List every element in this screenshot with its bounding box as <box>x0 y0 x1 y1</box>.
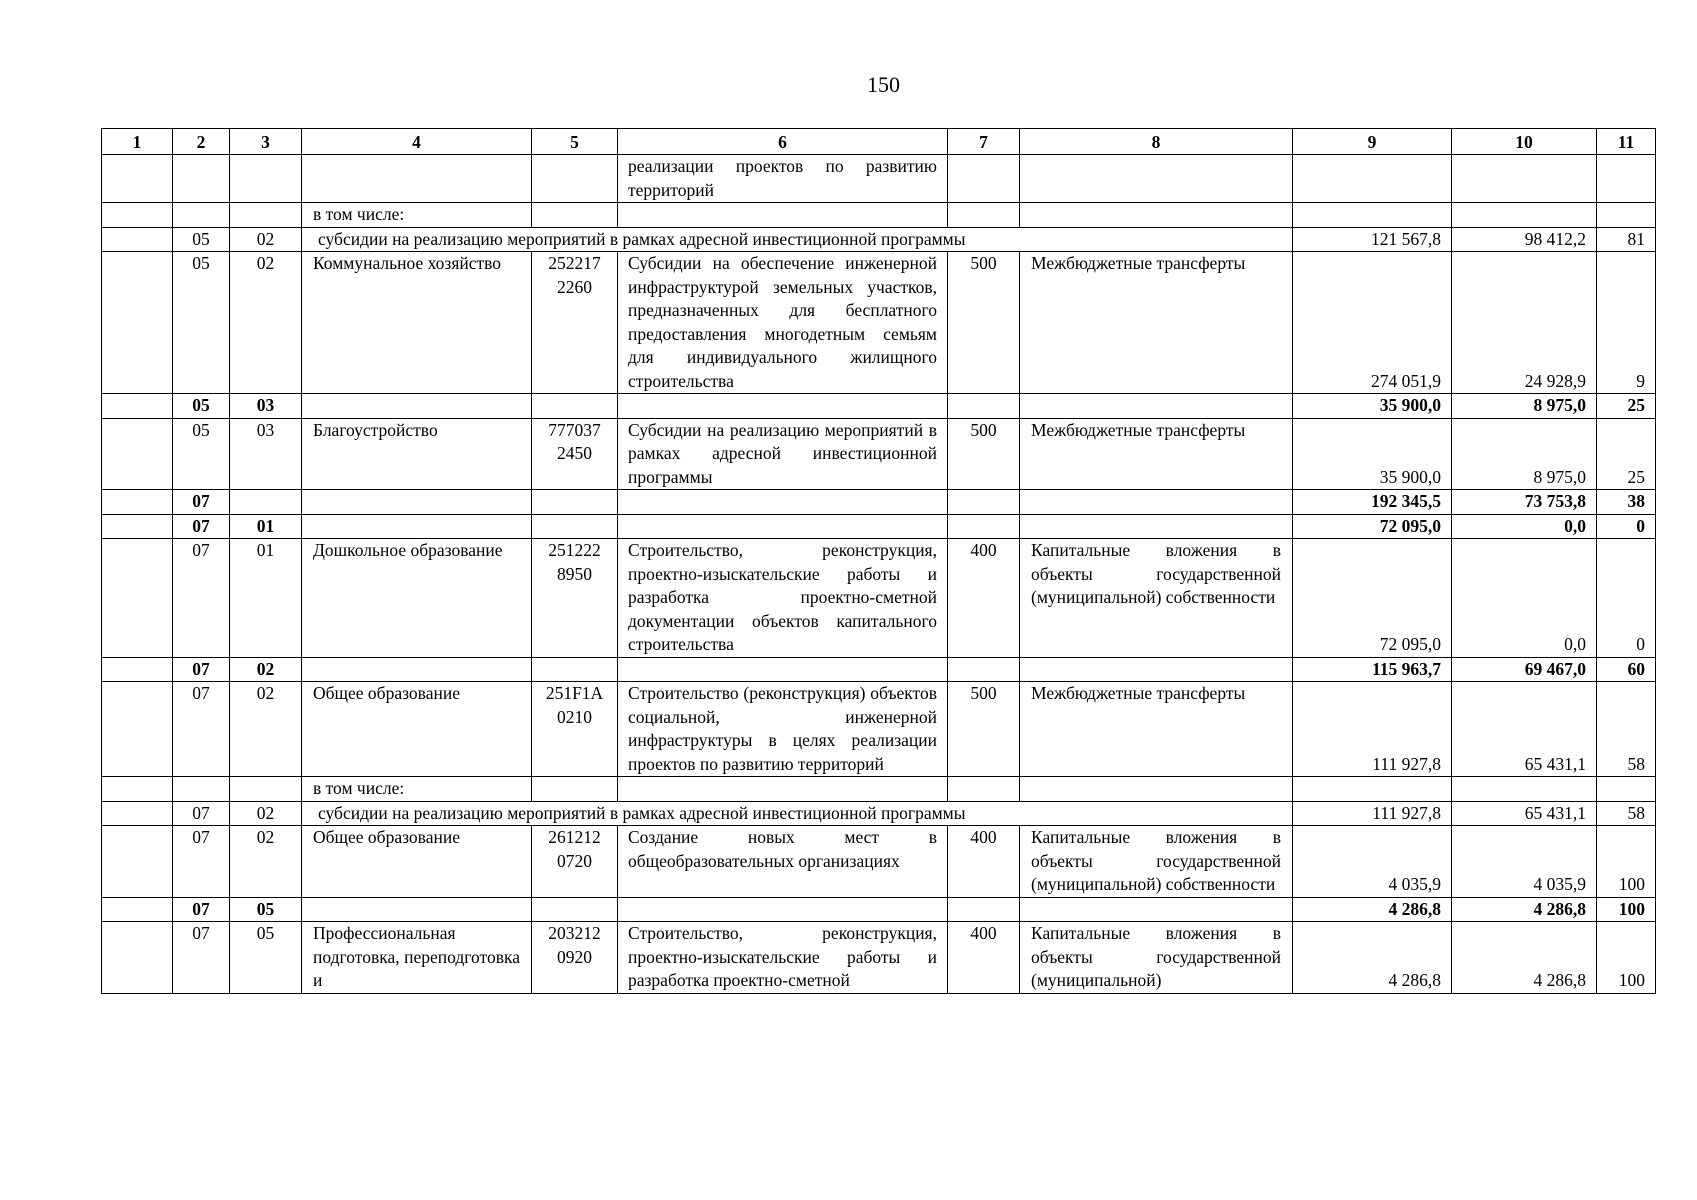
cell <box>102 490 173 515</box>
percent-cell: 25 <box>1597 418 1656 490</box>
percent-cell: 58 <box>1597 801 1656 826</box>
cell <box>1020 897 1293 922</box>
amount-planned: 35 900,0 <box>1293 418 1452 490</box>
cell <box>948 394 1020 419</box>
percent-cell: 58 <box>1597 682 1656 777</box>
amount-planned: 4 286,8 <box>1293 922 1452 994</box>
subheading-cell: в том числе: <box>302 777 532 802</box>
expense-type-name: Капитальные вложения в объекты государственной (муниципальной) собственности <box>1020 826 1293 898</box>
expense-type-name: Капитальные вложения в объекты государственной (муниципальной) <box>1020 922 1293 994</box>
cell <box>102 203 173 228</box>
expense-type-code: 500 <box>948 682 1020 777</box>
target-code: 777037 2450 <box>532 418 618 490</box>
cell <box>102 227 173 252</box>
col-header-1: 1 <box>102 129 173 155</box>
expense-type-name: Межбюджетные трансферты <box>1020 418 1293 490</box>
col-header-9: 9 <box>1293 129 1452 155</box>
span-description: субсидии на реализацию мероприятий в рамках адресной инвестиционной программы <box>302 227 1293 252</box>
table-row <box>102 514 1656 539</box>
cell <box>532 394 618 419</box>
cell <box>302 490 532 515</box>
cell <box>173 777 230 802</box>
cell <box>618 777 948 802</box>
expense-type-code: 400 <box>948 826 1020 898</box>
amount-actual: 69 467,0 <box>1452 657 1597 682</box>
subsection-code: 03 <box>230 418 302 490</box>
table-body <box>102 155 1656 994</box>
section-code: 05 <box>173 394 230 419</box>
section-code: 07 <box>173 897 230 922</box>
target-code: 252217 2260 <box>532 252 618 394</box>
cell <box>948 155 1020 203</box>
budget-table <box>101 128 1656 994</box>
cell <box>1293 203 1452 228</box>
percent-cell: 100 <box>1597 826 1656 898</box>
table-row <box>102 657 1656 682</box>
cell <box>532 155 618 203</box>
amount-planned: 115 963,7 <box>1293 657 1452 682</box>
subsection-code: 05 <box>230 897 302 922</box>
cell <box>532 203 618 228</box>
section-code: 05 <box>173 418 230 490</box>
cell <box>948 777 1020 802</box>
expense-type-code: 500 <box>948 418 1020 490</box>
col-header-3: 3 <box>230 129 302 155</box>
cell <box>1452 155 1597 203</box>
cell <box>230 203 302 228</box>
cell <box>102 682 173 777</box>
col-header-6: 6 <box>618 129 948 155</box>
section-code: 07 <box>173 922 230 994</box>
cell <box>102 418 173 490</box>
section-code: 07 <box>173 801 230 826</box>
col-header-8: 8 <box>1020 129 1293 155</box>
percent-cell: 0 <box>1597 539 1656 658</box>
cell <box>302 394 532 419</box>
cell <box>1020 155 1293 203</box>
target-code: 203212 0920 <box>532 922 618 994</box>
cell <box>1020 514 1293 539</box>
amount-actual: 0,0 <box>1452 514 1597 539</box>
expense-type-name: Капитальные вложения в объекты государственной (муниципальной) собственности <box>1020 539 1293 658</box>
cell <box>230 155 302 203</box>
subsection-code <box>230 490 302 515</box>
subsection-code: 02 <box>230 682 302 777</box>
percent-cell: 25 <box>1597 394 1656 419</box>
cell <box>102 252 173 394</box>
amount-actual: 0,0 <box>1452 539 1597 658</box>
table-row <box>102 394 1656 419</box>
amount-actual: 8 975,0 <box>1452 418 1597 490</box>
category-cell: Общее образование <box>302 682 532 777</box>
subsection-code: 02 <box>230 252 302 394</box>
cell <box>948 490 1020 515</box>
table-row <box>102 490 1656 515</box>
cell <box>102 897 173 922</box>
description-cell: Строительство (реконструкция) объектов социальной, инженерной инфраструктуры в целях реализации проектов по развитию территорий <box>618 682 948 777</box>
col-header-2: 2 <box>173 129 230 155</box>
cell <box>102 155 173 203</box>
table-row <box>102 252 1656 394</box>
subheading-cell: в том числе: <box>302 203 532 228</box>
amount-actual: 73 753,8 <box>1452 490 1597 515</box>
section-code: 05 <box>173 227 230 252</box>
cell <box>173 155 230 203</box>
cell <box>1020 777 1293 802</box>
cell <box>102 514 173 539</box>
description-cell: Строительство, реконструкция, проектно-изыскательские работы и разработка проектно-сметной документации объектов капитального строительства <box>618 539 948 658</box>
cell <box>302 155 532 203</box>
cell <box>302 657 532 682</box>
target-code: 251222 8950 <box>532 539 618 658</box>
amount-planned: 35 900,0 <box>1293 394 1452 419</box>
target-code: 261212 0720 <box>532 826 618 898</box>
expense-type-name: Межбюджетные трансферты <box>1020 682 1293 777</box>
expense-type-code: 400 <box>948 922 1020 994</box>
subsection-code: 05 <box>230 922 302 994</box>
amount-planned: 4 035,9 <box>1293 826 1452 898</box>
amount-actual: 65 431,1 <box>1452 801 1597 826</box>
amount-planned: 72 095,0 <box>1293 539 1452 658</box>
cell <box>1020 657 1293 682</box>
table-row <box>102 777 1656 802</box>
cell <box>618 203 948 228</box>
cell <box>948 514 1020 539</box>
amount-planned: 72 095,0 <box>1293 514 1452 539</box>
description-cell: Создание новых мест в общеобразовательных организациях <box>618 826 948 898</box>
amount-actual: 4 035,9 <box>1452 826 1597 898</box>
subsection-code: 01 <box>230 539 302 658</box>
cell <box>102 922 173 994</box>
amount-planned: 111 927,8 <box>1293 682 1452 777</box>
cell <box>102 801 173 826</box>
cell <box>618 657 948 682</box>
cell <box>102 657 173 682</box>
subsection-code: 02 <box>230 657 302 682</box>
cell <box>102 539 173 658</box>
table-row <box>102 801 1656 826</box>
cell <box>173 203 230 228</box>
percent-cell: 9 <box>1597 252 1656 394</box>
amount-planned: 111 927,8 <box>1293 801 1452 826</box>
cell <box>948 657 1020 682</box>
cell <box>618 514 948 539</box>
table-row <box>102 826 1656 898</box>
category-cell: Коммунальное хозяйство <box>302 252 532 394</box>
subsection-code: 02 <box>230 227 302 252</box>
section-code: 07 <box>173 539 230 658</box>
category-cell: Профессиональная подготовка, переподготовка и <box>302 922 532 994</box>
amount-actual: 24 928,9 <box>1452 252 1597 394</box>
amount-planned: 121 567,8 <box>1293 227 1452 252</box>
percent-cell: 100 <box>1597 922 1656 994</box>
table-row <box>102 203 1656 228</box>
expense-type-code: 500 <box>948 252 1020 394</box>
cell <box>532 514 618 539</box>
section-code: 07 <box>173 657 230 682</box>
amount-planned: 274 051,9 <box>1293 252 1452 394</box>
percent-cell: 60 <box>1597 657 1656 682</box>
cell <box>1452 203 1597 228</box>
cell <box>302 897 532 922</box>
cell <box>948 897 1020 922</box>
cell <box>1020 394 1293 419</box>
percent-cell: 100 <box>1597 897 1656 922</box>
col-header-5: 5 <box>532 129 618 155</box>
percent-cell: 0 <box>1597 514 1656 539</box>
subsection-code: 03 <box>230 394 302 419</box>
category-cell: Дошкольное образование <box>302 539 532 658</box>
amount-actual: 98 412,2 <box>1452 227 1597 252</box>
description-cell: Строительство, реконструкция, проектно-изыскательские работы и разработка проектно-сметной <box>618 922 948 994</box>
cell <box>1597 155 1656 203</box>
table-row <box>102 922 1656 994</box>
header-row <box>102 129 1656 155</box>
section-code: 07 <box>173 826 230 898</box>
cell <box>618 897 948 922</box>
page-number: 150 <box>867 72 900 97</box>
table-row <box>102 155 1656 203</box>
percent-cell: 38 <box>1597 490 1656 515</box>
col-header-11: 11 <box>1597 129 1656 155</box>
cell <box>532 490 618 515</box>
category-cell: Общее образование <box>302 826 532 898</box>
description-cell: Субсидии на обеспечение инженерной инфраструктурой земельных участков, предназначенных для бесплатного предоставления многодетным семьям для индивидуального жилищного строительства <box>618 252 948 394</box>
table-row <box>102 682 1656 777</box>
cell <box>1020 203 1293 228</box>
amount-planned: 192 345,5 <box>1293 490 1452 515</box>
col-header-4: 4 <box>302 129 532 155</box>
cell <box>1597 203 1656 228</box>
section-code: 07 <box>173 490 230 515</box>
cell <box>1452 777 1597 802</box>
cell <box>948 203 1020 228</box>
cell <box>532 777 618 802</box>
cell <box>1020 490 1293 515</box>
cell <box>1293 155 1452 203</box>
percent-cell: 81 <box>1597 227 1656 252</box>
subsection-code: 01 <box>230 514 302 539</box>
table-row <box>102 539 1656 658</box>
cell <box>1597 777 1656 802</box>
col-header-7: 7 <box>948 129 1020 155</box>
section-code: 07 <box>173 514 230 539</box>
cell <box>1293 777 1452 802</box>
amount-actual: 4 286,8 <box>1452 922 1597 994</box>
expense-type-name: Межбюджетные трансферты <box>1020 252 1293 394</box>
subsection-code: 02 <box>230 826 302 898</box>
section-code: 07 <box>173 682 230 777</box>
cell <box>102 777 173 802</box>
description-cell: Субсидии на реализацию мероприятий в рамках адресной инвестиционной программы <box>618 418 948 490</box>
cell <box>302 514 532 539</box>
cell <box>532 657 618 682</box>
target-code: 251F1A 0210 <box>532 682 618 777</box>
table-row <box>102 897 1656 922</box>
amount-actual: 8 975,0 <box>1452 394 1597 419</box>
subsection-code: 02 <box>230 801 302 826</box>
cell <box>618 490 948 515</box>
table-row <box>102 418 1656 490</box>
amount-actual: 65 431,1 <box>1452 682 1597 777</box>
table-row <box>102 227 1656 252</box>
section-code: 05 <box>173 252 230 394</box>
span-description: субсидии на реализацию мероприятий в рамках адресной инвестиционной программы <box>302 801 1293 826</box>
category-cell: Благоустройство <box>302 418 532 490</box>
expense-type-code: 400 <box>948 539 1020 658</box>
cell <box>230 777 302 802</box>
description-cell: реализации проектов по развитию территорий <box>618 155 948 203</box>
cell <box>102 826 173 898</box>
cell <box>532 897 618 922</box>
cell <box>618 394 948 419</box>
cell <box>102 394 173 419</box>
amount-actual: 4 286,8 <box>1452 897 1597 922</box>
amount-planned: 4 286,8 <box>1293 897 1452 922</box>
col-header-10: 10 <box>1452 129 1597 155</box>
